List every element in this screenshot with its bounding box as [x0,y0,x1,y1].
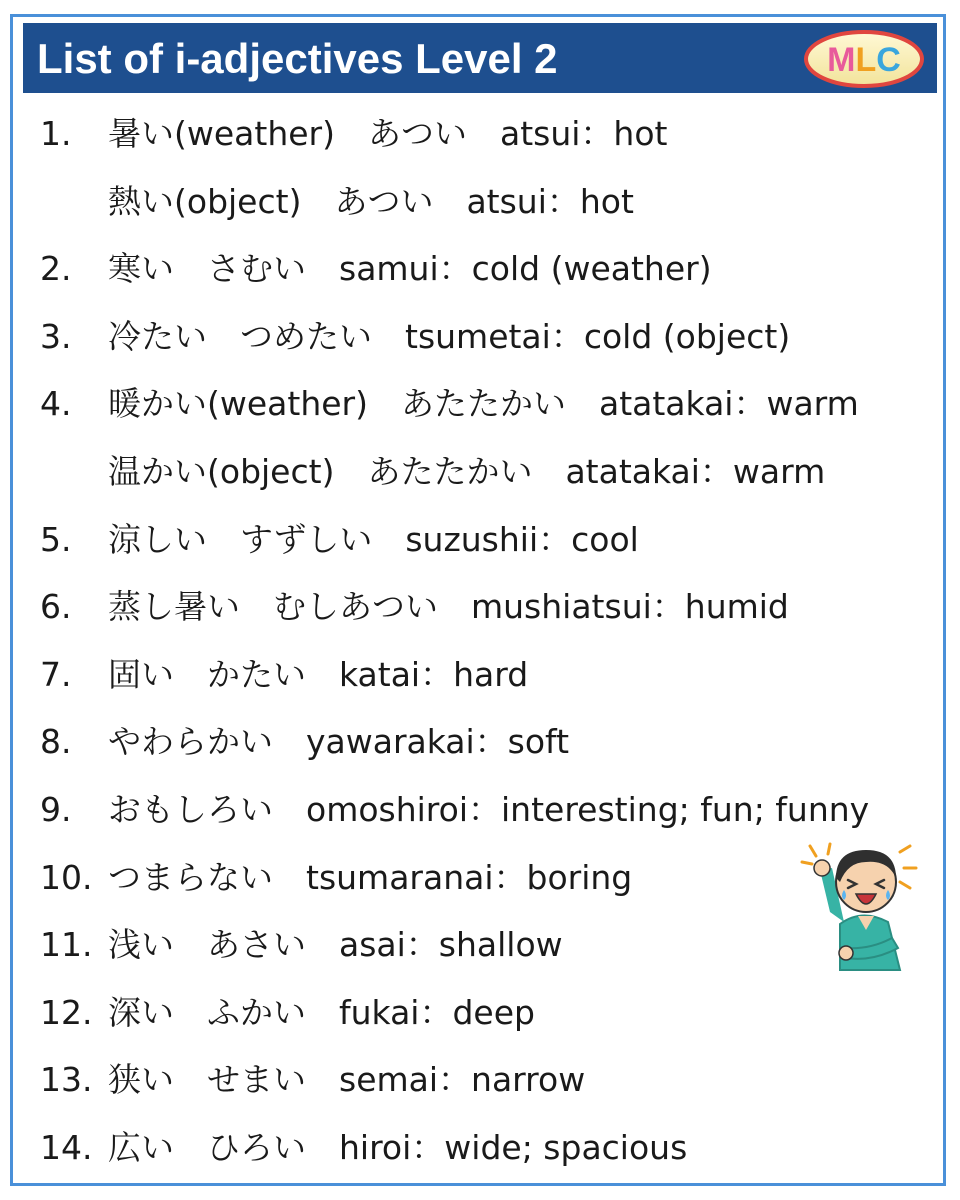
item-number: 2. [40,249,72,289]
item-number: 12. [40,992,93,1032]
item-number: 9. [40,789,72,829]
list-item [0,370,960,438]
adjective-list [0,100,960,1182]
item-number: 13. [40,1060,93,1100]
item-number: 4. [40,384,72,424]
list-item [0,573,960,641]
list-item [0,979,960,1047]
list-item [0,438,960,506]
item-text: 広い ひろい hiroi：wide; spacious [108,1127,688,1167]
item-text: 冷たい つめたい tsumetai：cold (object) [108,316,791,356]
item-number: 11. [40,925,93,965]
list-item [0,708,960,776]
list-item [0,168,960,236]
item-text: 蒸し暑い むしあつい mushiatsui：humid [108,587,789,627]
item-text: 涼しい すずしい suzushii：cool [108,519,639,559]
item-text: 狭い せまい semai：narrow [108,1060,586,1100]
item-number: 5. [40,519,72,559]
item-number: 3. [40,316,72,356]
item-text: 温かい(object) あたたかい atatakai：warm [108,451,826,491]
item-text: 浅い あさい asai：shallow [108,925,563,965]
item-number: 6. [40,587,72,627]
item-text: 固い かたい katai：hard [108,654,529,694]
item-number: 14. [40,1127,93,1167]
item-text: 深い ふかい fukai：deep [108,992,535,1032]
list-item [0,641,960,709]
list-item [0,776,960,844]
item-number: 1. [40,114,72,153]
item-number: 8. [40,722,72,762]
laughing-boy-icon [800,838,925,978]
svg-text:MLC: MLC [827,41,901,79]
item-text: 暑い(weather) あつい atsui：hot [108,114,668,153]
list-item [0,1114,960,1182]
item-number: 10. [40,857,93,897]
item-text: やわらかい yawarakai：soft [108,722,570,762]
page-title: List of i-adjectives Level 2 [37,35,558,82]
title-banner [23,23,937,93]
item-text: 寒い さむい samui：cold (weather) [108,249,712,289]
item-text: つまらない tsumaranai：boring [108,857,633,897]
item-text: 暖かい(weather) あたたかい atatakai：warm [108,384,859,424]
list-item [0,1046,960,1114]
item-text: 熱い(object) あつい atsui：hot [108,181,634,221]
list-item [0,303,960,371]
list-item [0,235,960,303]
list-item [0,506,960,574]
mlc-logo [803,29,925,89]
list-item [0,100,960,168]
item-text: おもしろい omoshiroi：interesting; fun; funny [108,789,870,829]
item-number: 7. [40,654,72,694]
